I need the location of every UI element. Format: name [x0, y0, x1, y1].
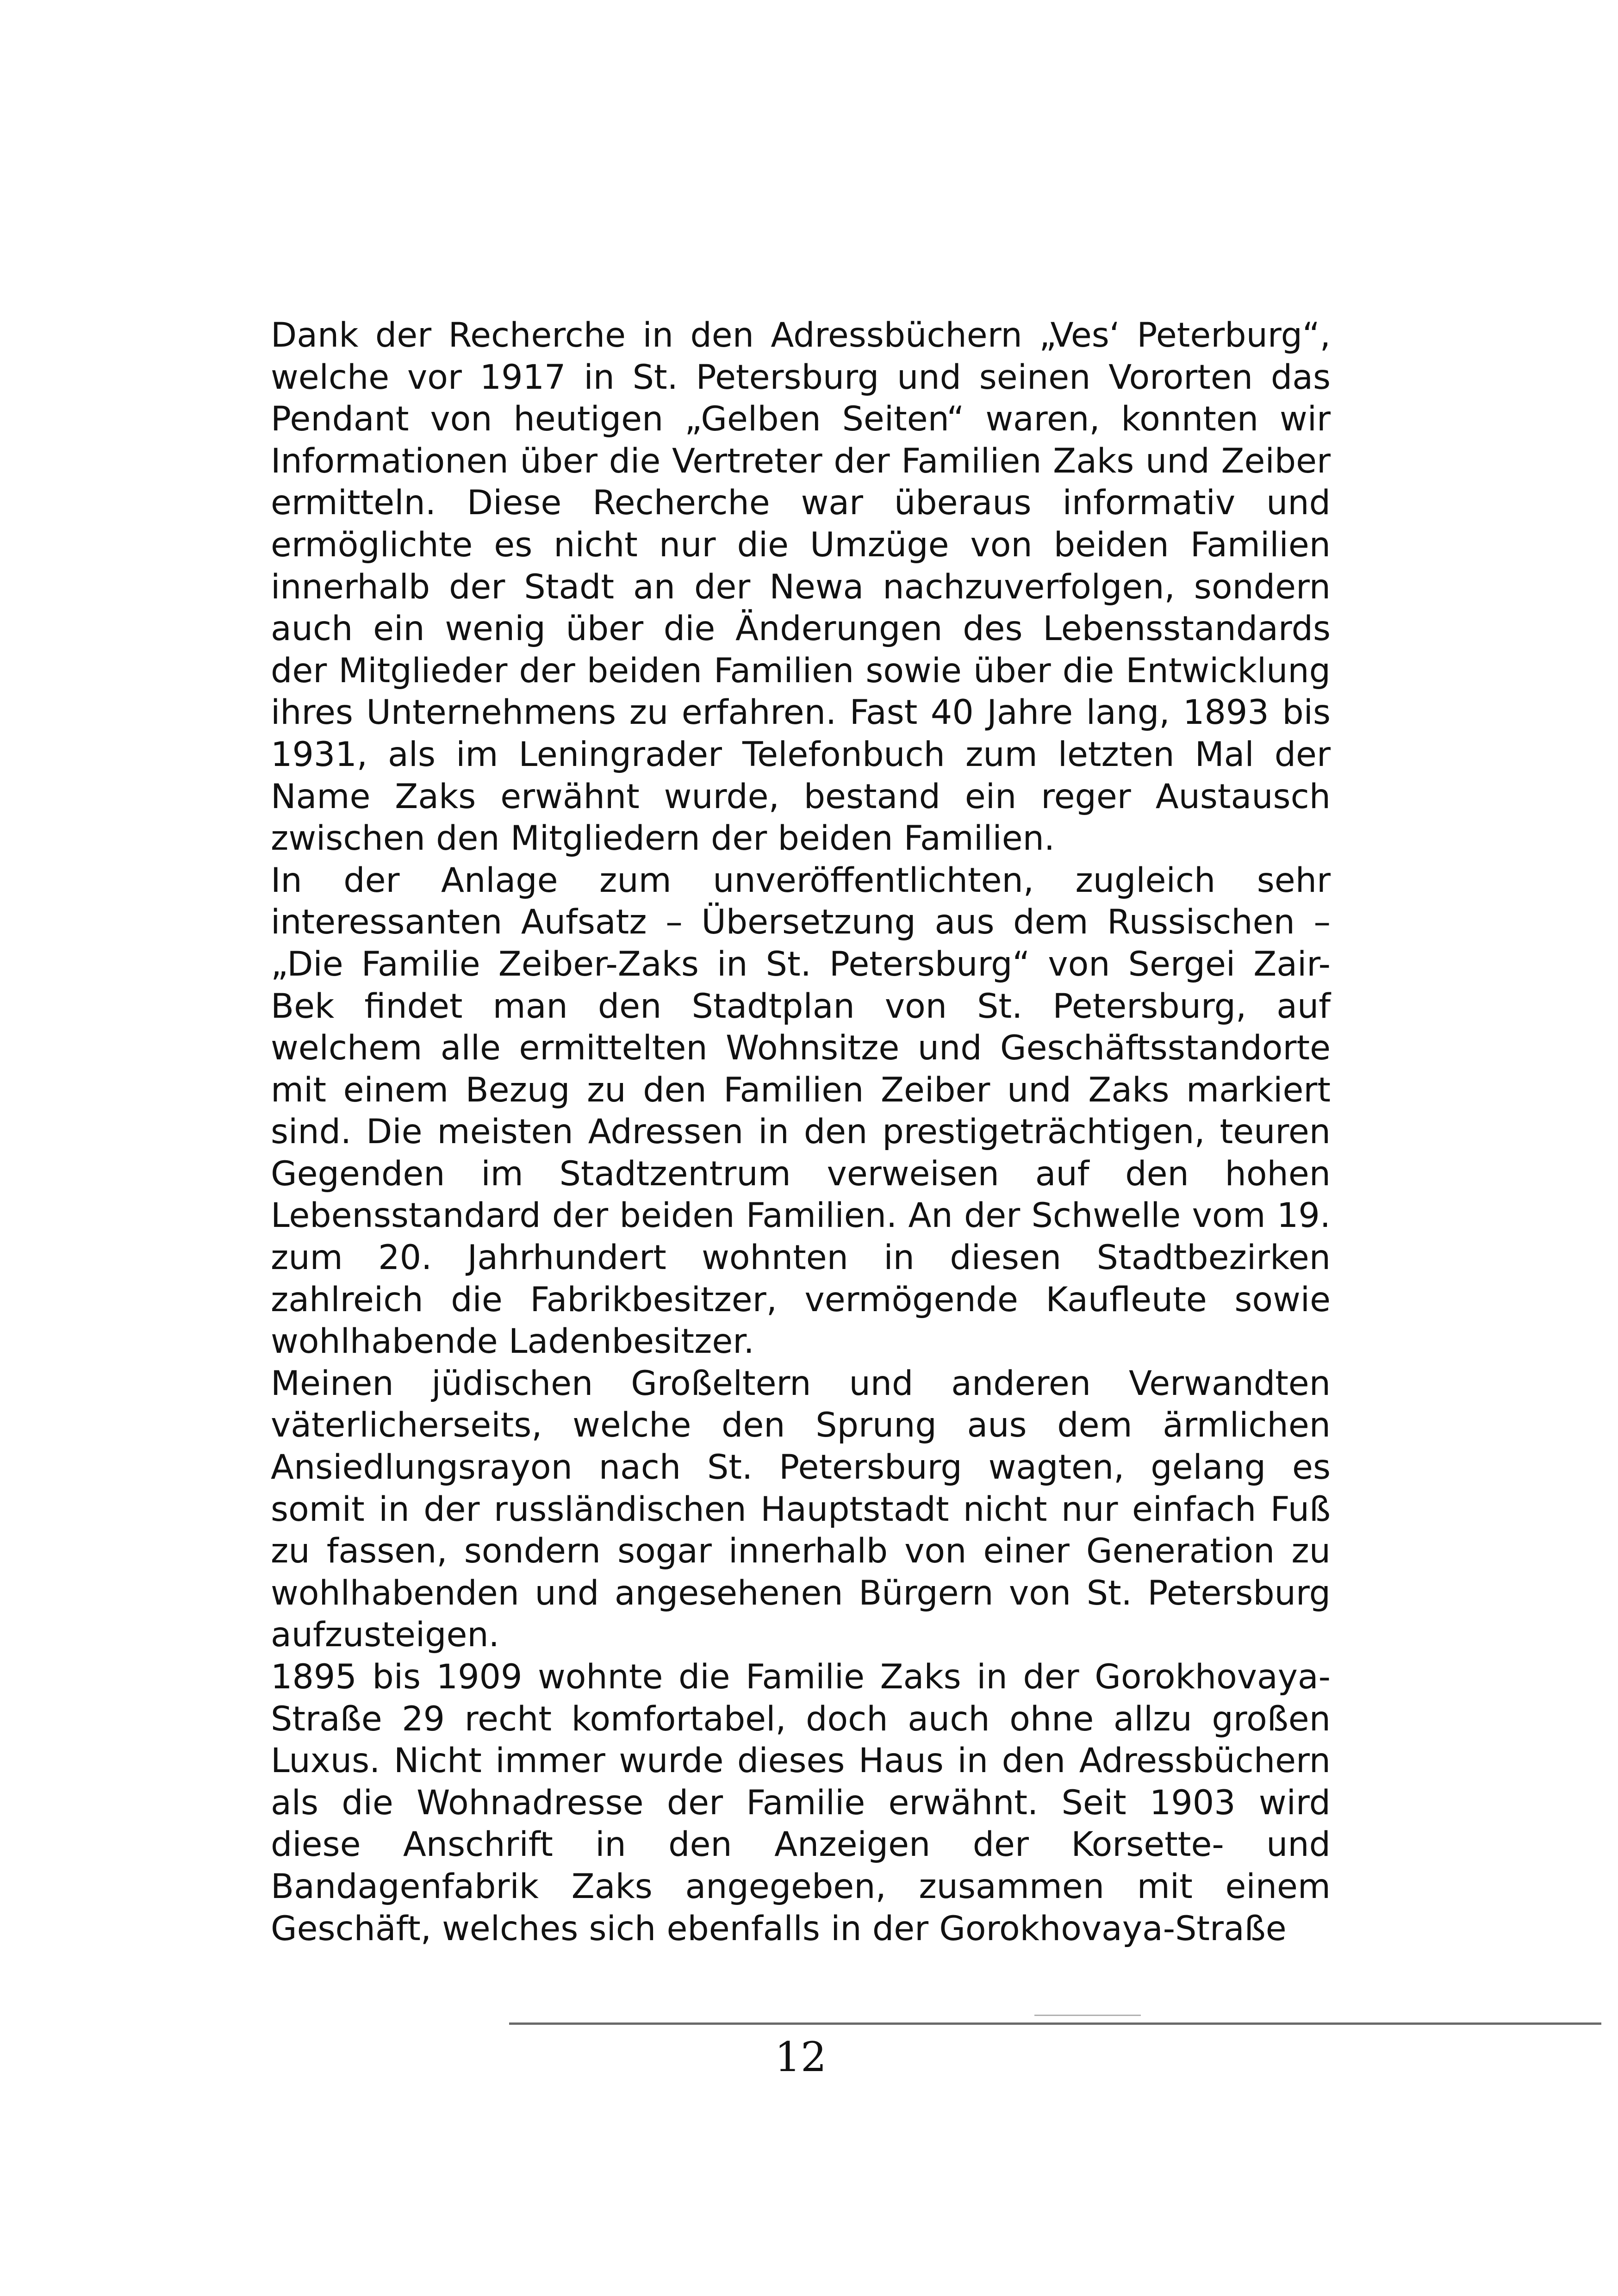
paragraph-3: Meinen jüdischen Großeltern und anderen Verwandten väterlicherseits, welche den Sprung aus dem ärmlichen Ansiedlungsrayon nach St. Petersburg wagten, gelang es somit in der russländischen Hauptstadt nicht nur einfach Fuß zu fassen, sondern sogar innerhalb von einer Generation zu wohlhabenden und angesehenen Bürgern von St. Petersburg aufzusteigen. — [271, 1363, 1331, 1655]
page-number: 12 — [775, 2033, 827, 2081]
paragraph-2: In der Anlage zum unveröffentlichten, zugleich sehr interessanten Aufsatz – Übersetzung aus dem Russischen – „Die Familie Zeiber-Zaks in St. Petersburg“ von Sergei Zair-Bek findet man den Stadtplan von St. Petersburg, auf welchem alle ermittelten Wohnsitze und Geschäftsstandorte mit einem Bezug zu den Familien Zeiber und Zaks markiert sind. Die meisten Adressen in den prestigeträchtigen, teuren Gegenden im Stadtzentrum verweisen auf den hohen Lebensstandard der beiden Familien. An der Schwelle vom 19. zum 20. Jahrhundert wohnten in diesen Stadtbezirken zahlreich die Fabrikbesitzer, vermögende Kaufleute sowie wohlhabende Ladenbesitzer. — [271, 860, 1331, 1362]
footer-accent-rule — [1034, 2015, 1141, 2016]
footer-rule — [509, 2022, 1601, 2025]
paragraph-4: 1895 bis 1909 wohnte die Familie Zaks in der Gorokhovaya-Straße 29 recht komfortabel, doch auch ohne allzu großen Luxus. Nicht immer wurde dieses Haus in den Adressbüchern als die Wohnadresse der Familie erwähnt. Seit 1903 wird diese Anschrift in den Anzeigen der Korsette- und Bandagenfabrik Zaks angegeben, zusammen mit einem Geschäft, welches sich ebenfalls in der Gorokhovaya-Straße — [271, 1657, 1331, 1948]
body-text — [271, 315, 1331, 1950]
paragraph-1: Dank der Recherche in den Adressbüchern „Ves‘ Peterburg“, welche vor 1917 in St. Petersburg und seinen Vororten das Pendant von heutigen „Gelben Seiten“ waren, konnten wir Informationen über die Vertreter der Familien Zaks und Zeiber ermitteln. Diese Recherche war überaus informativ und ermöglichte es nicht nur die Umzüge von beiden Familien innerhalb der Stadt an der Newa nachzuverfolgen, sondern auch ein wenig über die Änderungen des Lebensstandards der Mitglieder der beiden Familien sowie über die Entwicklung ihres Unternehmens zu erfahren. Fast 40 Jahre lang, 1893 bis 1931, als im Leningrader Telefonbuch zum letzten Mal der Name Zaks erwähnt wurde, bestand ein reger Austausch zwischen den Mitgliedern der beiden Familien. — [271, 316, 1331, 859]
